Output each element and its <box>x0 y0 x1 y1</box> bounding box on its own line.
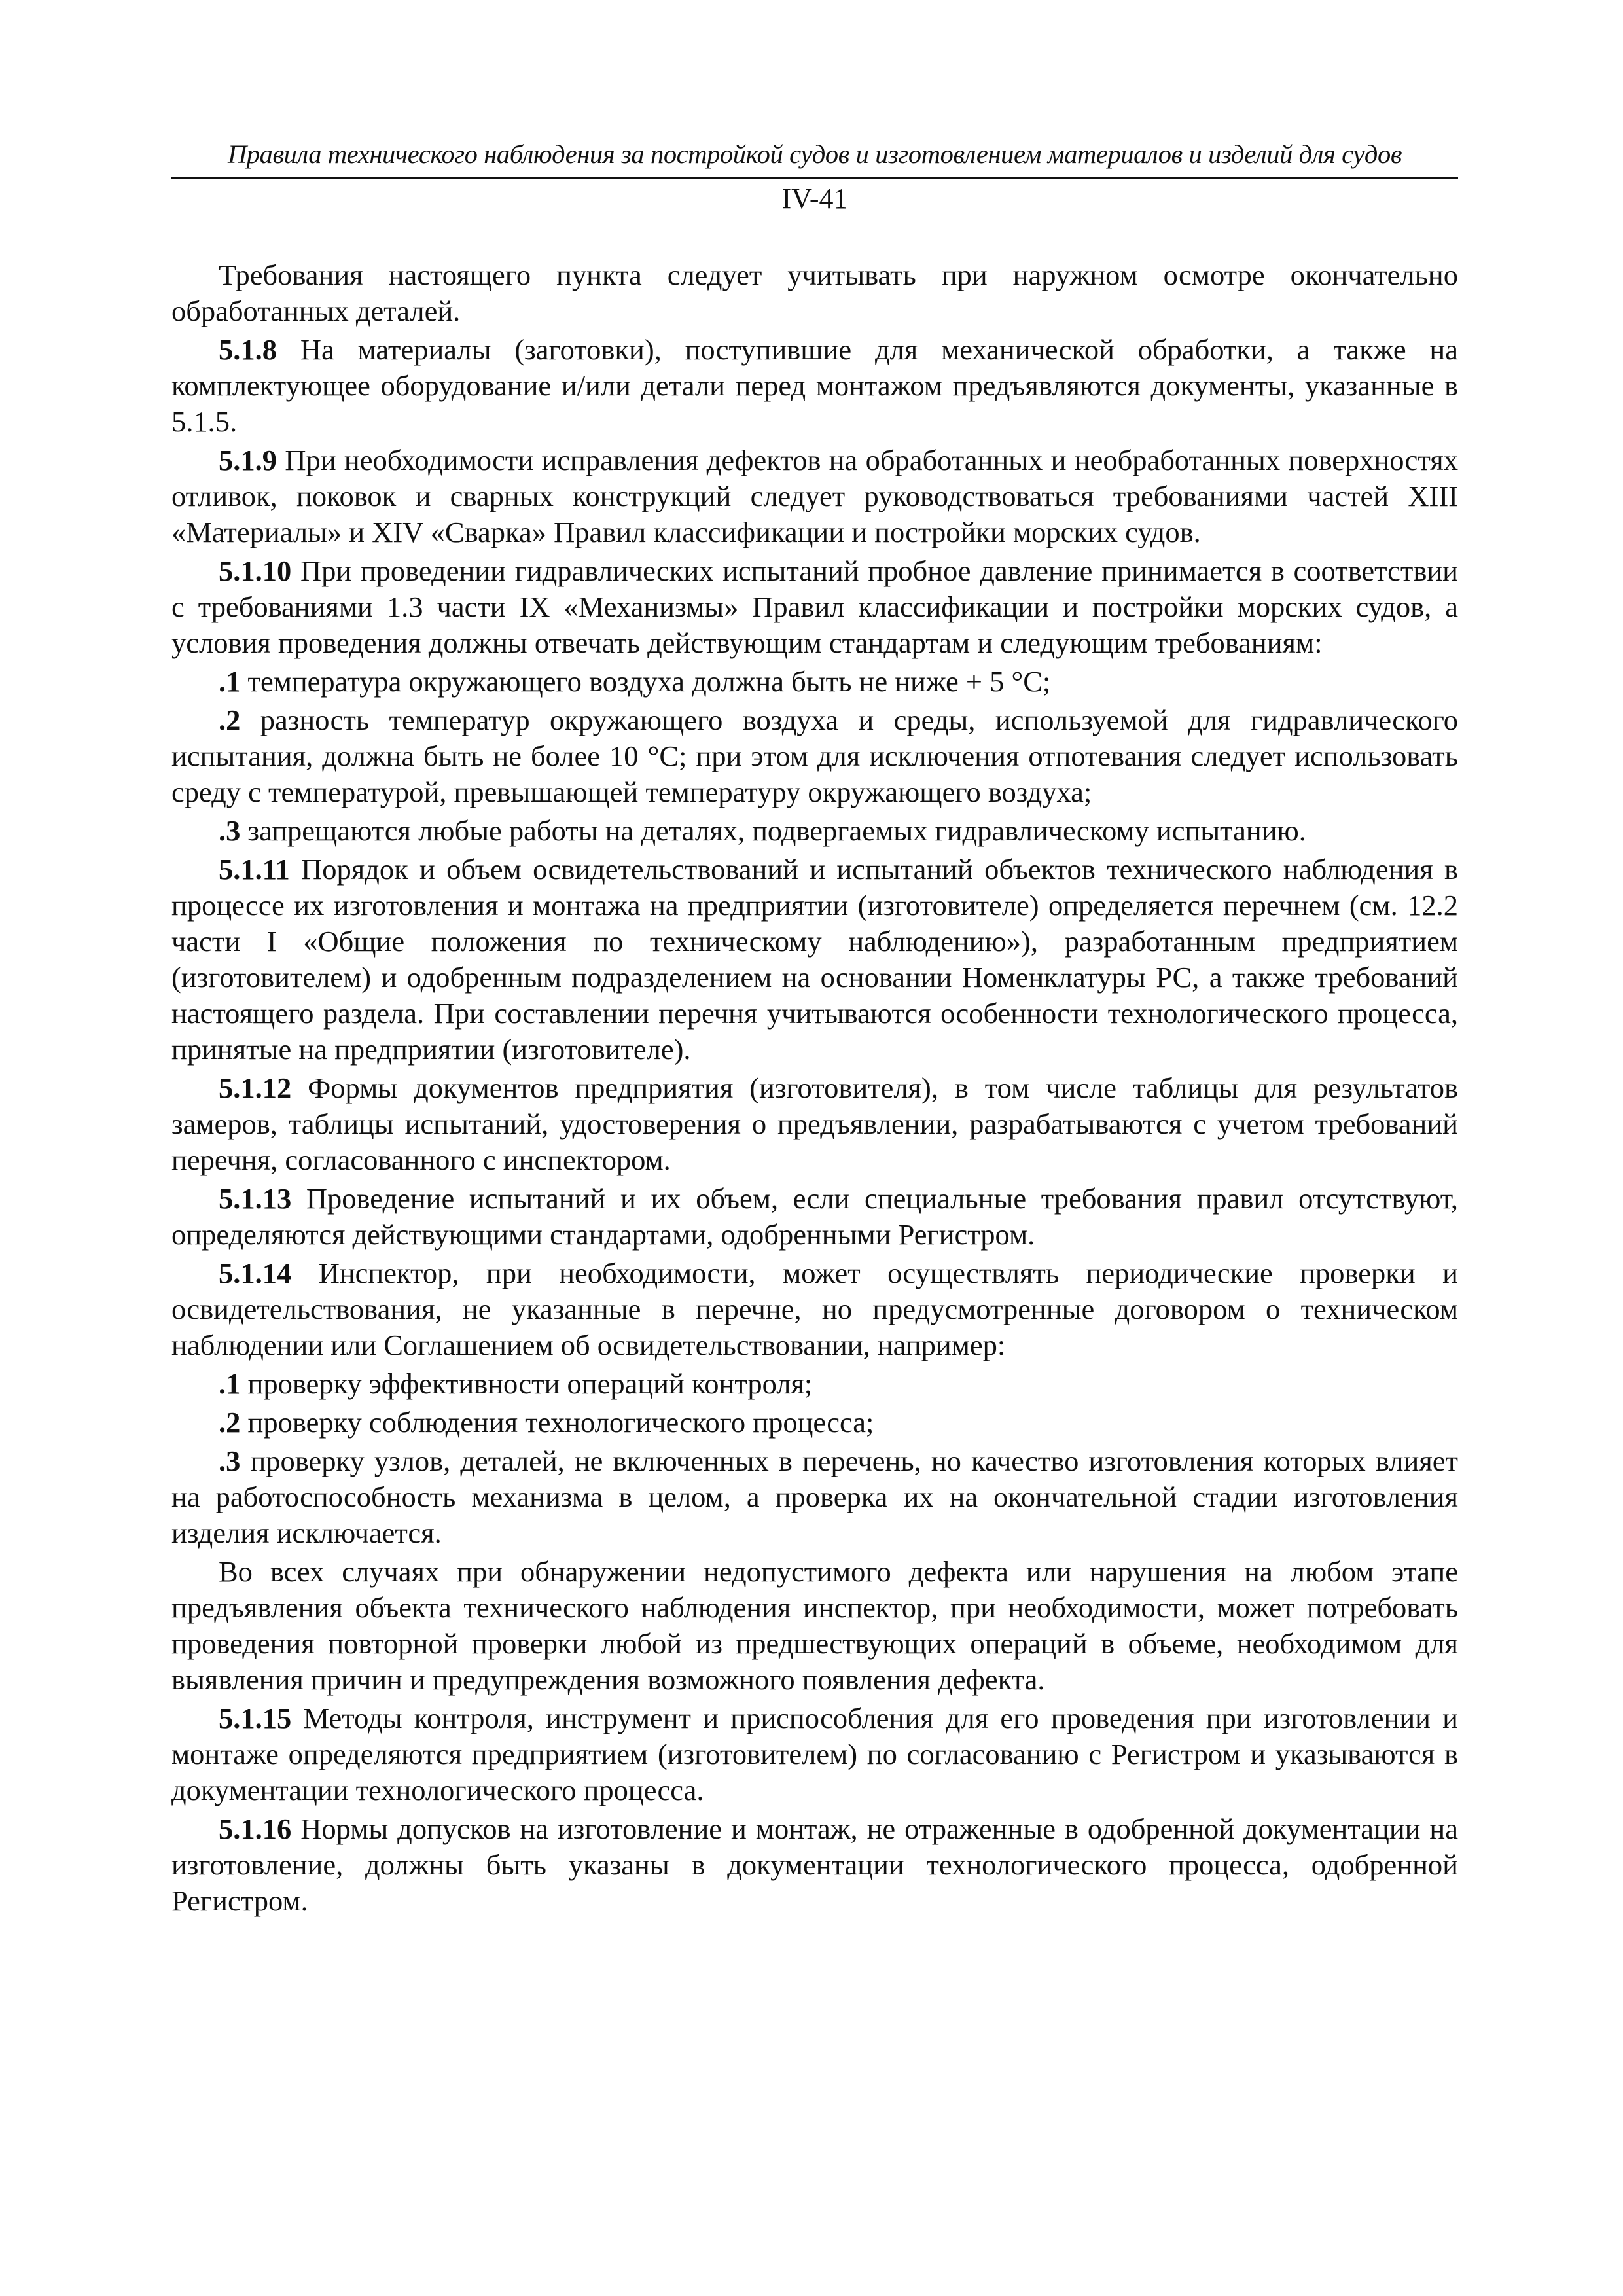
paragraph-text: проверку эффективности операций контроля; <box>240 1367 813 1400</box>
paragraph-text: Инспектор, при необходимости, может осуществлять периодические проверки и освидетельствования, не указанные в перечне, но предусмотренные договором о техническом наблюдении или Соглашением об освидетельствовании, например: <box>171 1257 1458 1361</box>
clause-number: 5.1.16 <box>219 1812 292 1845</box>
clause-number: .1 <box>219 665 241 698</box>
paragraph <box>171 1070 1458 1178</box>
paragraph <box>171 1700 1458 1808</box>
paragraph-text: Порядок и объем освидетельствований и испытаний объектов технического наблюдения в процессе их изготовления и монтажа на предприятии (изготовителе) определяется перечнем (см. 12.2 части I «Общие положения по техническому наблюдению»), разработанным предприятием (изготовителем) и одобренным подразделением на основании Номенклатуры РС, а также требований настоящего раздела. При составлении перечня учитываются особенности технологического процесса, принятые на предприятии (изготовителе). <box>171 853 1458 1066</box>
clause-number: 5.1.8 <box>219 333 277 366</box>
paragraph <box>171 553 1458 661</box>
paragraph <box>171 1181 1458 1253</box>
clause-number: .3 <box>219 814 241 847</box>
paragraph <box>171 1811 1458 1919</box>
paragraph <box>171 1554 1458 1698</box>
paragraph <box>171 442 1458 550</box>
paragraph <box>171 1405 1458 1441</box>
clause-number: 5.1.11 <box>219 853 290 886</box>
clause-number: .1 <box>219 1367 241 1400</box>
paragraph-text: При необходимости исправления дефектов на обработанных и необработанных поверхностях отливок, поковок и сварных конструкций следует руководствоваться требованиями частей XIII «Материалы» и XIV «Сварка» Правил классификации и постройки морских судов. <box>171 444 1458 548</box>
clause-number: 5.1.14 <box>219 1257 292 1289</box>
paragraph <box>171 852 1458 1067</box>
paragraph <box>171 1255 1458 1363</box>
paragraph-text: Проведение испытаний и их объем, если специальные требования правил отсутствуют, определяются действующими стандартами, одобренными Регистром. <box>171 1182 1458 1251</box>
paragraph-text: Методы контроля, инструмент и приспособления для его проведения при изготовлении и монтаже определяются предприятием (изготовителем) по согласованию с Регистром и указываются в документации технологического процесса. <box>171 1702 1458 1806</box>
paragraph <box>171 702 1458 810</box>
paragraph-text: Формы документов предприятия (изготовителя), в том числе таблицы для результатов замеров, таблицы испытаний, удостоверения о предъявлении, разрабатываются с учетом требований перечня, согласованного с инспектором. <box>171 1071 1458 1176</box>
clause-number: .3 <box>219 1444 241 1477</box>
paragraph <box>171 332 1458 440</box>
page-number: IV-41 <box>781 183 848 215</box>
clause-number: 5.1.15 <box>219 1702 292 1734</box>
paragraph-text: Нормы допусков на изготовление и монтаж, не отраженные в одобренной документации на изготовление, должны быть указаны в документации технологического процесса, одобренной Регистром. <box>171 1812 1458 1917</box>
paragraph <box>171 664 1458 700</box>
clause-number: 5.1.10 <box>219 554 292 587</box>
clause-number: 5.1.9 <box>219 444 277 476</box>
paragraph-text: температура окружающего воздуха должна быть не ниже + 5 °С; <box>240 665 1051 698</box>
paragraph <box>171 813 1458 849</box>
clause-number: 5.1.12 <box>219 1071 292 1104</box>
header-rule <box>171 177 1458 179</box>
clause-number: .2 <box>219 1406 241 1439</box>
paragraph-text: На материалы (заготовки), поступившие для механической обработки, а также на комплектующее оборудование и/или детали перед монтажом предъявляются документы, указанные в 5.1.5. <box>171 333 1458 438</box>
paragraph-text: проверку соблюдения технологического процесса; <box>240 1406 874 1439</box>
running-header: Правила технического наблюдения за постройкой судов и изготовлением материалов и изделий для судов <box>227 139 1402 169</box>
clause-number: .2 <box>219 704 241 736</box>
paragraph-text: Во всех случаях при обнаружении недопустимого дефекта или нарушения на любом этапе предъявления объекта технического наблюдения инспектор, при необходимости, может потребовать проведения повторной проверки любой из предшествующих операций в объеме, необходимом для выявления причин и предупреждения возможного появления дефекта. <box>171 1555 1458 1696</box>
paragraph <box>171 1366 1458 1402</box>
paragraph-text: проверку узлов, деталей, не включенных в перечень, но качество изготовления которых влияет на работоспособность механизма в целом, а проверка их на окончательной стадии изготовления изделия исключается. <box>171 1444 1458 1549</box>
paragraph-text: Требования настоящего пункта следует учитывать при наружном осмотре окончательно обработанных деталей. <box>171 259 1458 327</box>
paragraph <box>171 1443 1458 1551</box>
paragraph <box>171 257 1458 329</box>
paragraph-text: разность температур окружающего воздуха и среды, используемой для гидравлического испытания, должна быть не более 10 °С; при этом для исключения отпотевания следует использовать среду с температурой, превышающей температуру окружающего воздуха; <box>171 704 1458 808</box>
paragraph-text: При проведении гидравлических испытаний пробное давление принимается в соответствии с требованиями 1.3 части IX «Механизмы» Правил классификации и постройки морских судов, а условия проведения должны отвечать действующим стандартам и следующим требованиям: <box>171 554 1458 659</box>
clause-number: 5.1.13 <box>219 1182 292 1215</box>
body-text <box>171 257 1458 1922</box>
paragraph-text: запрещаются любые работы на деталях, подвергаемых гидравлическому испытанию. <box>240 814 1306 847</box>
